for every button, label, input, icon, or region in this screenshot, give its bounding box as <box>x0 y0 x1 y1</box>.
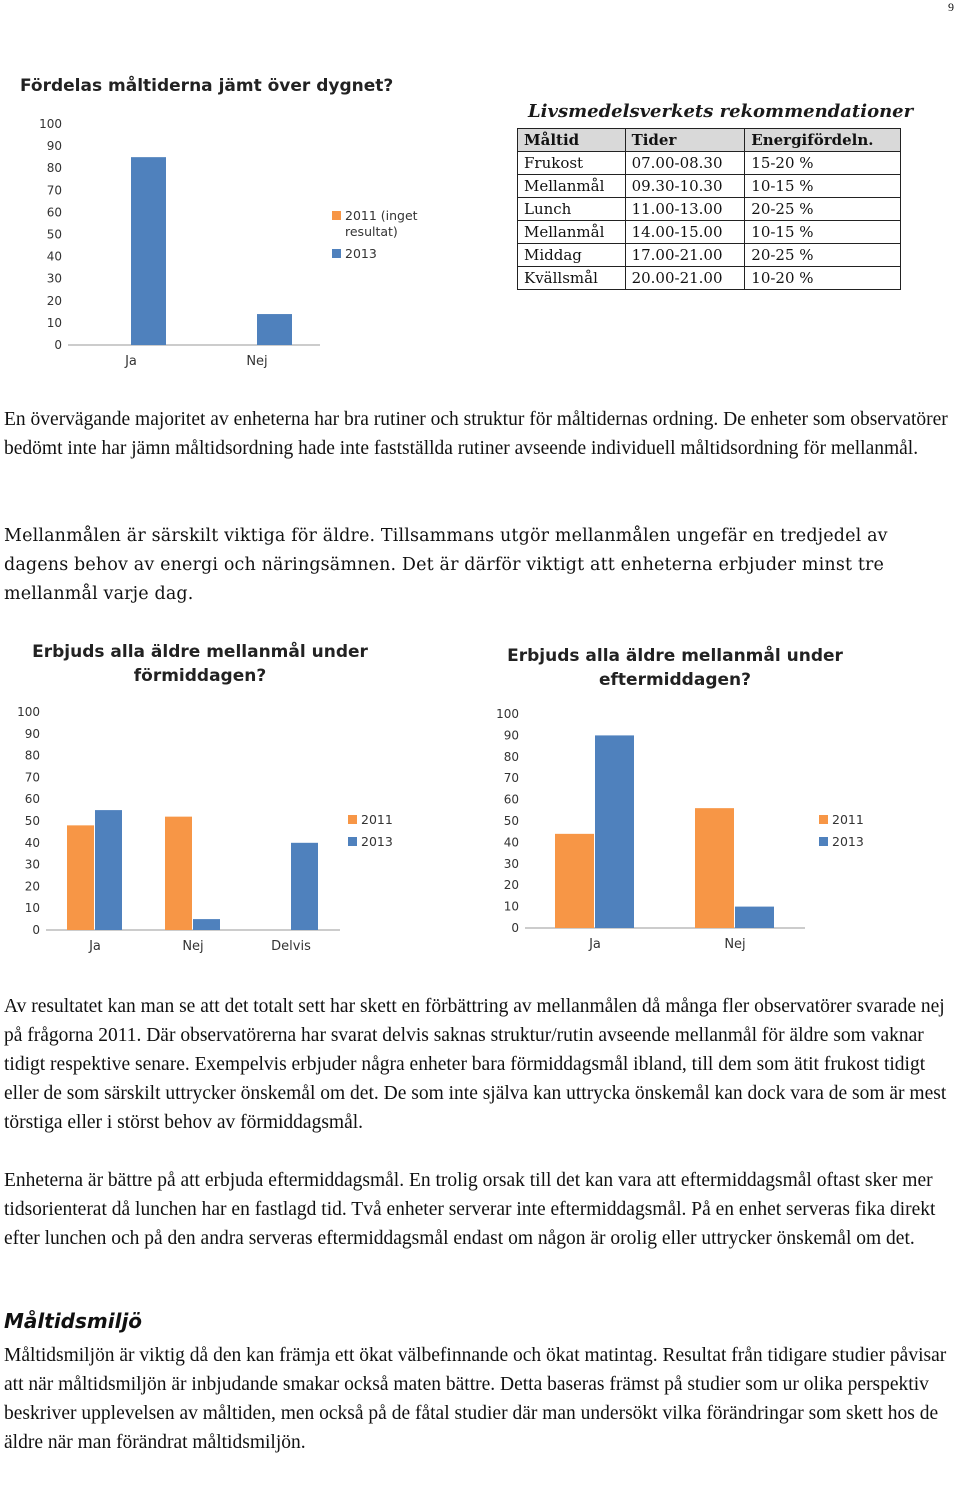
y-tick-label: 40 <box>503 835 519 850</box>
table-row <box>518 244 901 267</box>
chart1-svg <box>20 108 450 380</box>
y-tick-label: 30 <box>503 856 519 871</box>
chart2-title: Erbjuds alla äldre mellanmål under förmiddagen? <box>32 642 368 686</box>
y-tick-label: 0 <box>54 338 62 352</box>
y-tick-label: 10 <box>46 315 62 330</box>
category-label: Nej <box>724 937 746 952</box>
legend-swatch <box>819 837 828 846</box>
cell-energy: 10-20 % <box>745 267 901 290</box>
bar-nej-2 <box>735 907 774 928</box>
y-tick-label: 80 <box>46 161 62 176</box>
y-tick-label: 80 <box>503 749 519 764</box>
bar-ja-1 <box>555 834 594 928</box>
cell-energy: 10-15 % <box>745 221 901 244</box>
y-tick-label: 70 <box>46 183 62 198</box>
y-tick-label: 60 <box>503 792 519 807</box>
cell-meal: Lunch <box>518 198 626 221</box>
bar-ja-2 <box>131 157 166 345</box>
cell-meal: Frukost <box>518 152 626 175</box>
bar-delvis-2 <box>291 843 318 930</box>
paragraph-2: Mellanmålen är särskilt viktiga för äldre. Tillsammans utgör mellanmålen ungefär en tredjedel av dagens behov av energi och näringsämnen. Det är därför viktigt att enheterna erbjuder minst tre mellanmål varje dag. <box>4 526 888 604</box>
header-energi: Energifördeln. <box>745 129 901 152</box>
category-label: Delvis <box>271 939 311 954</box>
legend-swatch <box>332 211 341 220</box>
cell-time: 07.00-08.30 <box>625 152 745 175</box>
recommendations-title: Livsmedelsverkets rekommendationer <box>528 101 914 122</box>
header-maltid: Måltid <box>518 129 626 152</box>
y-tick-label: 50 <box>24 814 40 828</box>
cell-energy: 20-25 % <box>745 244 901 267</box>
legend-swatch <box>332 249 341 258</box>
y-tick-label: 50 <box>46 227 62 242</box>
y-tick-label: 30 <box>24 857 40 872</box>
recommendations-header-row <box>518 129 901 152</box>
y-tick-label: 60 <box>46 205 62 220</box>
paragraph-1: En övervägande majoritet av enheterna har bra rutiner och struktur för måltidernas ordning. De enheter som observatörer bedömt inte har jämn måltidsordning hade inte fastställda rutiner avseende individuell måltidsordning för mellanmål. <box>4 409 948 459</box>
y-tick-label: 90 <box>46 139 62 154</box>
legend-label: 2011 <box>832 812 864 827</box>
category-label: Ja <box>589 937 601 952</box>
bar-ja-2 <box>595 735 634 928</box>
legend-label: 2011 <box>361 812 393 827</box>
category-label: Ja <box>125 354 137 369</box>
page-number: 9 <box>948 0 954 14</box>
y-tick-label: 0 <box>32 923 40 937</box>
bar-ja-1 <box>67 825 94 930</box>
y-tick-label: 50 <box>503 814 519 828</box>
cell-energy: 15-20 % <box>745 152 901 175</box>
bar-nej-2 <box>193 919 220 930</box>
y-tick-label: 100 <box>39 117 62 131</box>
chart3-svg <box>485 702 925 964</box>
category-label: Ja <box>89 939 101 954</box>
y-tick-label: 100 <box>496 707 519 721</box>
table-row <box>518 221 901 244</box>
y-tick-label: 90 <box>503 728 519 743</box>
legend-label: 2011 (inget <box>345 208 418 223</box>
y-tick-label: 10 <box>503 899 519 914</box>
legend-label: 2013 <box>361 834 393 849</box>
y-tick-label: 40 <box>24 835 40 850</box>
y-tick-label: 90 <box>24 726 40 741</box>
y-tick-label: 70 <box>24 770 40 785</box>
chart1-title: Fördelas måltiderna jämt över dygnet? <box>20 76 394 96</box>
header-tider: Tider <box>625 129 745 152</box>
y-tick-label: 20 <box>24 879 40 894</box>
y-tick-label: 60 <box>24 792 40 807</box>
y-tick-label: 100 <box>17 705 40 719</box>
category-label: Nej <box>246 354 268 369</box>
table-row <box>518 198 901 221</box>
cell-time: 14.00-15.00 <box>625 221 745 244</box>
cell-time: 11.00-13.00 <box>625 198 745 221</box>
cell-energy: 20-25 % <box>745 198 901 221</box>
cell-meal: Kvällsmål <box>518 267 626 290</box>
y-tick-label: 20 <box>503 878 519 893</box>
paragraph-5: Måltidsmiljön är viktig då den kan främja ett ökat välbefinnande och ökat matintag. Resultat från tidigare studier påvisar att när måltidsmiljön är inbjudande smakar också maten bättre. Detta baseras främst på studier som ur olika perspektiv beskriver upplevelsen av måltiden, men också på de fåtal studier där man undersökt vilka förändringar som skett hos de äldre när man förändrat måltidsmiljön. <box>4 1345 947 1453</box>
bar-ja-2 <box>95 810 122 930</box>
bar-nej-1 <box>165 817 192 930</box>
legend-swatch <box>348 837 357 846</box>
y-tick-label: 70 <box>503 771 519 786</box>
cell-time: 17.00-21.00 <box>625 244 745 267</box>
chart2-svg <box>10 700 450 962</box>
cell-meal: Mellanmål <box>518 175 626 198</box>
section-heading: Måltidsmiljö <box>4 1309 143 1333</box>
category-label: Nej <box>182 939 204 954</box>
cell-time: 20.00-21.00 <box>625 267 745 290</box>
cell-meal: Middag <box>518 244 626 267</box>
paragraph-3: Av resultatet kan man se att det totalt sett har skett en förbättring av mellanmålen då många fler observatörer svarade nej på frågorna 2011. Där observatörerna har svarat delvis saknas struktur/rutin avseende mellanmål för äldre som vaknar tidigt respektive senare. Exempelvis erbjuder några enheter bara förmiddagsmål ibland, till dem som ätit frukost tidigt eller de som särskilt uttrycker önskemål om det. De som inte själva kan uttrycka önskemål kan dock vara de som är mest törstiga eller i störst behov av förmiddagsmål. <box>4 996 947 1133</box>
y-tick-label: 20 <box>46 293 62 308</box>
bar-nej-1 <box>695 808 734 928</box>
y-tick-label: 80 <box>24 748 40 763</box>
paragraph-4: Enheterna är bättre på att erbjuda eftermiddagsmål. En trolig orsak till det kan vara att eftermiddagsmål oftast sker mer tidsorienterat då lunchen har en fastlagd tid. Två enheter serverar inte eftermiddagsmål. På en enhet serveras fika direkt efter lunchen och på den andra serveras eftermiddagsmål endast om någon är orolig eller uttrycker önskemål om det. <box>4 1170 936 1249</box>
legend-label: resultat) <box>345 224 398 239</box>
table-row <box>518 175 901 198</box>
legend-swatch <box>819 815 828 824</box>
cell-energy: 10-15 % <box>745 175 901 198</box>
cell-time: 09.30-10.30 <box>625 175 745 198</box>
y-tick-label: 0 <box>511 921 519 935</box>
legend-swatch <box>348 815 357 824</box>
recommendations-table <box>517 128 901 290</box>
y-tick-label: 30 <box>46 271 62 286</box>
table-row <box>518 267 901 290</box>
table-row <box>518 152 901 175</box>
bar-nej-2 <box>257 314 292 345</box>
cell-meal: Mellanmål <box>518 221 626 244</box>
chart3-title: Erbjuds alla äldre mellanmål under eftermiddagen? <box>507 646 843 690</box>
legend-label: 2013 <box>345 246 377 261</box>
y-tick-label: 10 <box>24 901 40 916</box>
legend-label: 2013 <box>832 834 864 849</box>
y-tick-label: 40 <box>46 249 62 264</box>
